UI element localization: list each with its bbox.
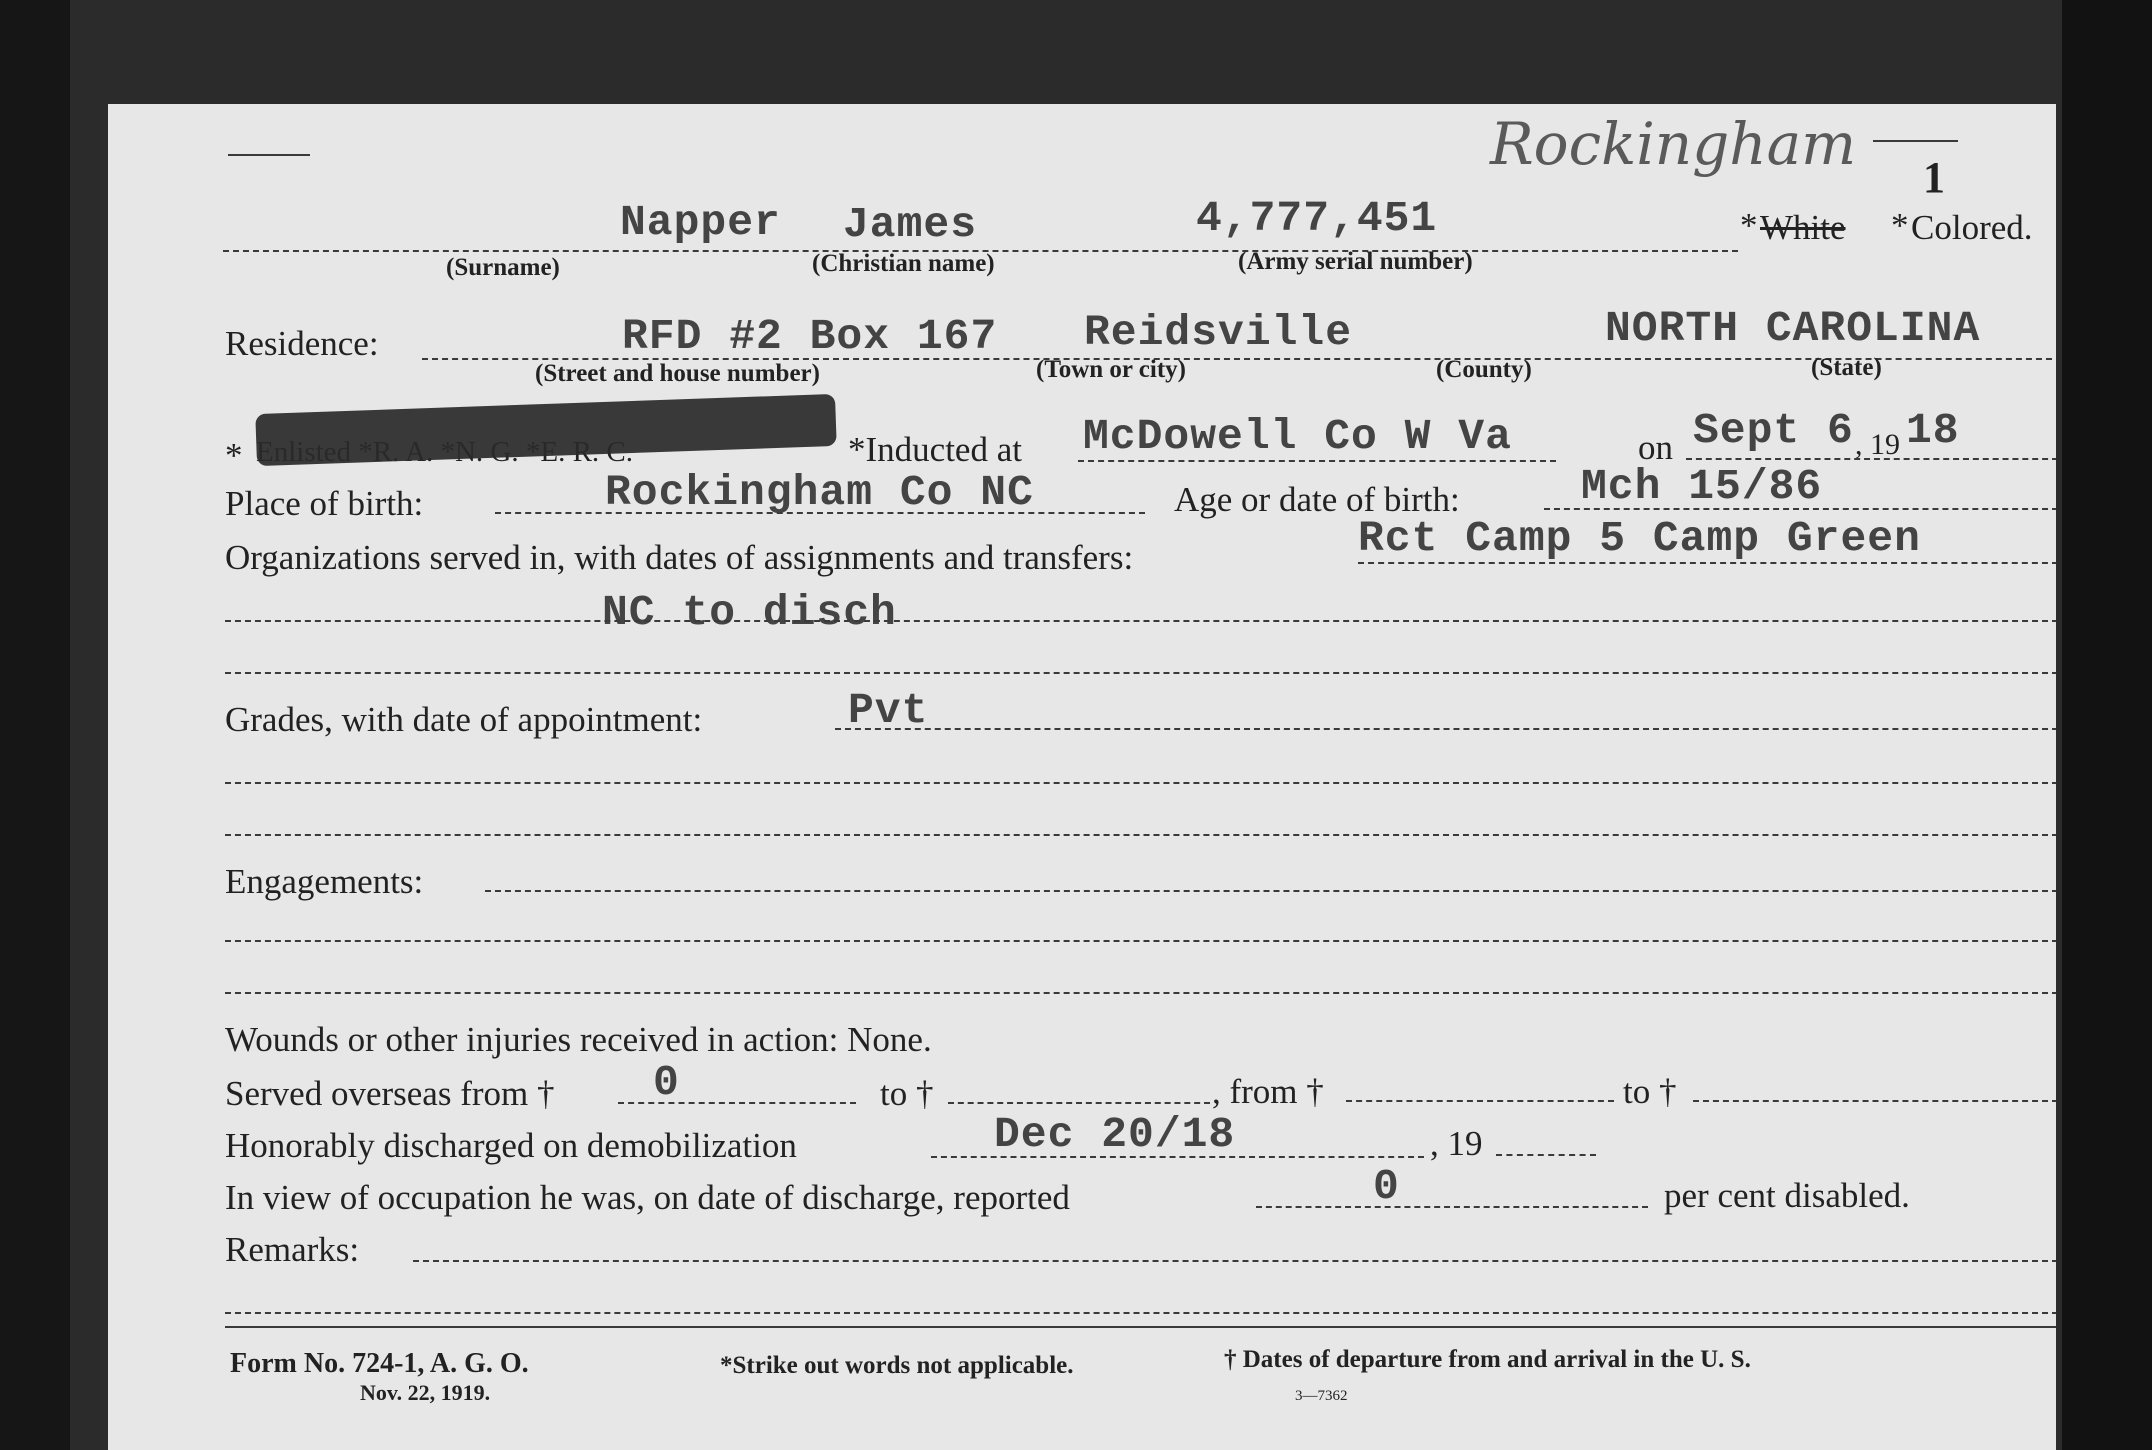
street-caption: (Street and house number): [535, 360, 820, 387]
overseas-line: [1693, 1100, 2056, 1102]
ink-smear: [255, 394, 836, 466]
race-colored-option: Colored.: [1911, 208, 2033, 247]
overseas-line: [1346, 1100, 1614, 1102]
form-date: Nov. 22, 1919.: [360, 1380, 491, 1405]
service-record-card: [108, 104, 2056, 1450]
remarks-label: Remarks:: [225, 1230, 360, 1269]
print-code: 3—7362: [1295, 1388, 1348, 1404]
remarks-line: [225, 1312, 2056, 1314]
induction-year-prefix: , 19: [1855, 428, 1900, 461]
organizations-line: [225, 620, 2056, 622]
organizations-line-1: Rct Camp 5 Camp Green: [1358, 514, 1921, 563]
residence-town: Reidsville: [1084, 308, 1353, 357]
served-overseas-from-value: 0: [653, 1058, 680, 1107]
engagements-line: [225, 940, 2056, 942]
remarks-line: [413, 1260, 2056, 1262]
discharge-year-line: [1496, 1154, 1596, 1156]
on-label: on: [1638, 428, 1673, 467]
place-of-birth-label: Place of birth:: [225, 484, 424, 523]
engagements-line: [225, 992, 2056, 994]
served-overseas-label: Served overseas from †: [225, 1074, 555, 1113]
top-left-rule: [228, 154, 310, 156]
asterisk: *: [1740, 206, 1758, 245]
grade-value: Pvt: [848, 686, 929, 735]
induction-date-line: [1686, 458, 2056, 460]
overseas-from-label: , from †: [1212, 1072, 1324, 1111]
residence-state: NORTH CAROLINA: [1605, 304, 1981, 353]
serial-number-value: 4,777,451: [1196, 194, 1438, 243]
christian-name-caption: (Christian name): [812, 250, 995, 277]
county-caption: (County): [1436, 356, 1532, 383]
residence-label: Residence:: [225, 324, 379, 363]
discharge-date: Dec 20/18: [994, 1110, 1236, 1159]
induction-date: Sept 6: [1693, 406, 1854, 455]
place-of-birth-value: Rockingham Co NC: [605, 468, 1034, 517]
grades-line: [225, 834, 2056, 836]
organizations-line: [1358, 562, 2056, 564]
footer-rule: [225, 1326, 2056, 1328]
date-of-birth-line: [1544, 508, 2056, 510]
asterisk: *: [1891, 206, 1909, 245]
overseas-line: [618, 1102, 856, 1104]
grades-line: [225, 782, 2056, 784]
christian-name-value: James: [843, 200, 978, 249]
engagements-label: Engagements:: [225, 862, 424, 901]
footnote-strike-out: *Strike out words not applicable.: [720, 1352, 1074, 1379]
wounds-text: Wounds or other injuries received in action: None.: [225, 1020, 932, 1059]
handwritten-county-note: Rockingham: [1490, 110, 1857, 178]
overseas-to-label: to †: [1623, 1072, 1677, 1111]
serial-caption: (Army serial number): [1238, 248, 1473, 275]
age-label: Age or date of birth:: [1174, 480, 1460, 519]
date-of-birth-value: Mch 15/86: [1581, 462, 1823, 511]
disability-value: 0: [1373, 1162, 1400, 1211]
card-number: 1: [1923, 153, 1945, 202]
surname-caption: (Surname): [446, 254, 560, 281]
surname-value: Napper: [620, 198, 781, 247]
organizations-label: Organizations served in, with dates of assignments and transfers:: [225, 538, 1134, 577]
residence-street: RFD #2 Box 167: [622, 312, 998, 361]
discharge-line: [931, 1156, 1424, 1158]
state-caption: (State): [1811, 354, 1882, 381]
grades-label: Grades, with date of appointment:: [225, 700, 703, 739]
form-number: Form No. 724-1, A. G. O.: [230, 1348, 529, 1379]
induction-place-line: [1078, 460, 1556, 462]
induction-place: McDowell Co W Va: [1083, 412, 1512, 461]
disability-label: In view of occupation he was, on date of discharge, reported: [225, 1178, 1070, 1217]
overseas-line: [948, 1102, 1210, 1104]
background-right: [2062, 0, 2152, 1450]
town-caption: (Town or city): [1036, 356, 1186, 383]
organizations-line: [225, 672, 2056, 674]
induction-year: 18: [1906, 406, 1960, 455]
organizations-line-2: NC to disch: [602, 588, 897, 637]
background-left: [0, 0, 70, 1450]
discharge-label: Honorably discharged on demobilization: [225, 1126, 797, 1165]
race-white-option: White: [1760, 208, 1846, 247]
place-of-birth-line: [495, 512, 1145, 514]
grades-line: [835, 728, 2056, 730]
overseas-to-label: to †: [880, 1074, 934, 1113]
top-right-rule: [1873, 140, 1958, 142]
disability-suffix: per cent disabled.: [1664, 1176, 1910, 1215]
disability-line: [1256, 1206, 1648, 1208]
asterisk: *: [225, 436, 243, 475]
discharge-year-prefix: , 19: [1430, 1124, 1483, 1163]
engagements-line: [485, 890, 2056, 892]
footnote-dates: † Dates of departure from and arrival in the U. S.: [1224, 1346, 1751, 1373]
inducted-at-label: *Inducted at: [848, 430, 1022, 469]
